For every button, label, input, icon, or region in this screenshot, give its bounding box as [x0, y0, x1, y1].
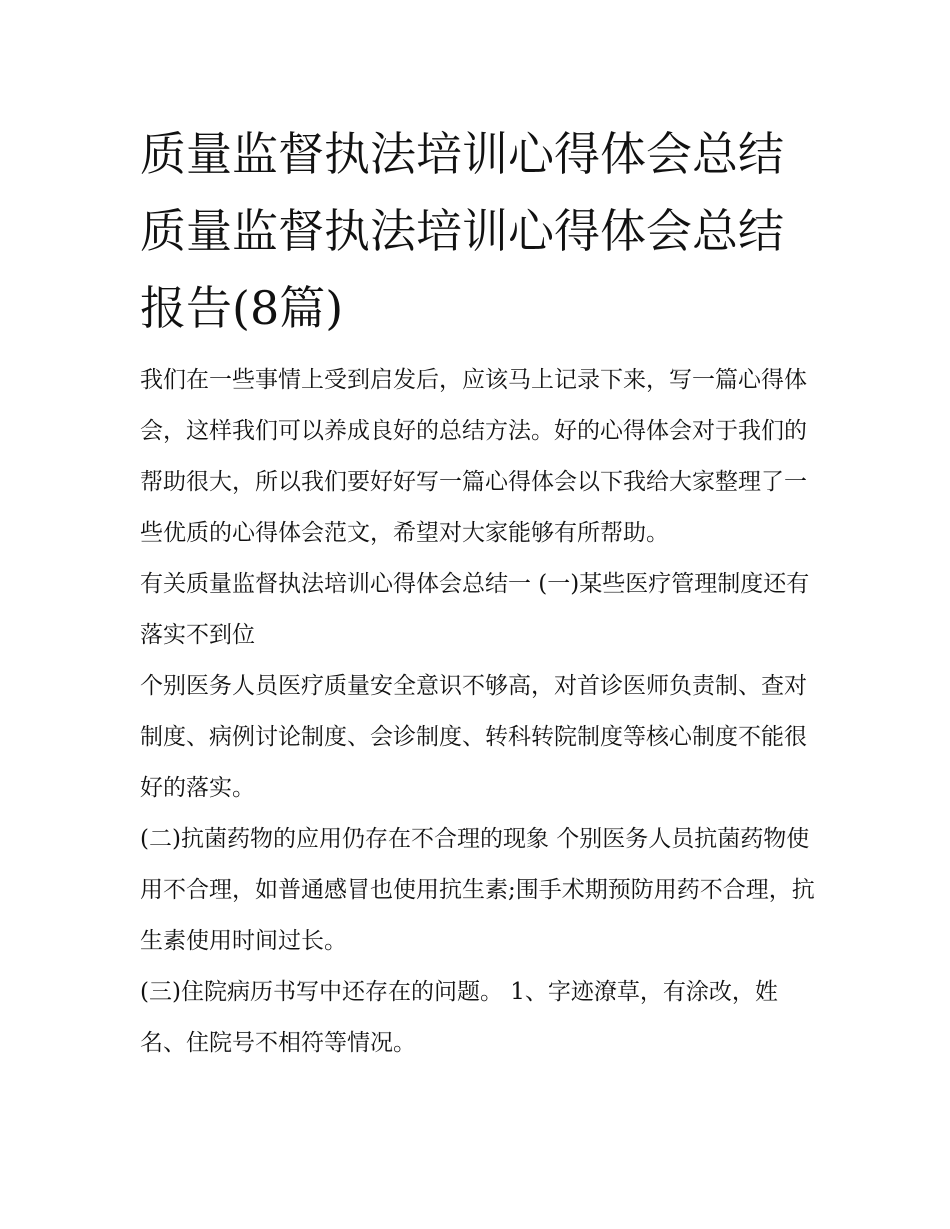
body-paragraph: (二)抗菌药物的应用仍存在不合理的现象 个别医务人员抗菌药物使用不合理，如普通感冒也使用抗生素;围手术期预防用药不合理，抗生素使用时间过长。: [140, 826, 815, 954]
document-body: [140, 355, 820, 1069]
intro-paragraph: 我们在一些事情上受到启发后，应该马上记录下来，写一篇心得体会，这样我们可以养成良好的总结方法。好的心得体会对于我们的帮助很大，所以我们要好好写一篇心得体会以下我给大家整理了一些优质的心得体会范文，希望对大家能够有所帮助。: [140, 367, 807, 546]
body-paragraph: (三)住院病历书写中还存在的问题。 1、字迹潦草，有涂改，姓名、住院号不相符等情况。: [140, 979, 778, 1056]
body-paragraph: 个别医务人员医疗质量安全意识不够高，对首诊医师负责制、查对制度、病例讨论制度、会诊制度、转科转院制度等核心制度不能很好的落实。: [140, 673, 807, 801]
document-title: 质量监督执法培训心得体会总结 质量监督执法培训心得体会总结报告(8篇): [140, 127, 784, 335]
section-heading: 有关质量监督执法培训心得体会总结一 (一)某些医疗管理制度还有落实不到位: [140, 571, 810, 648]
